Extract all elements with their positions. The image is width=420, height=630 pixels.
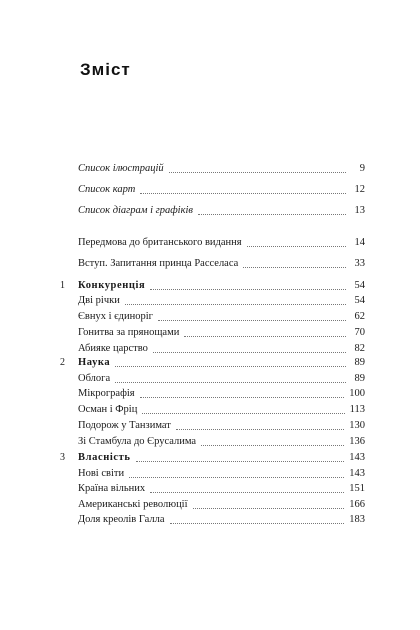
toc-entry-chapter[interactable] [60, 403, 365, 417]
leader-dots [176, 429, 344, 430]
toc-entry-introduction[interactable] [60, 257, 365, 271]
entry-label: Осман і Фріц [78, 404, 138, 415]
leader-dots [140, 397, 345, 398]
entry-page: 100 [349, 388, 365, 399]
leader-dots [243, 267, 346, 268]
part-title: Наука [78, 357, 111, 368]
part-title: Конкуренція [78, 280, 146, 291]
leader-dots [129, 477, 344, 478]
part-title: Власність [78, 452, 131, 463]
toc-entry-chapter[interactable] [60, 482, 365, 496]
toc-entry-chapter[interactable] [60, 387, 365, 401]
entry-page: 143 [349, 468, 365, 479]
entry-label: Подорож у Танзимат [78, 420, 171, 431]
toc-entry-chapter[interactable] [60, 513, 365, 527]
entry-page: 82 [354, 343, 365, 354]
leader-dots [115, 366, 346, 367]
leader-dots [184, 336, 346, 337]
toc-entry-chapter[interactable] [60, 467, 365, 481]
toc-entry-chapter[interactable] [60, 498, 365, 512]
entry-label: Абияке царство [78, 343, 148, 354]
leader-dots [142, 413, 344, 414]
entry-label: Дві річки [78, 295, 120, 306]
entry-page: 130 [349, 420, 365, 431]
toc-part-1[interactable] [60, 279, 365, 293]
entry-label: Список карт [78, 184, 136, 195]
entry-label: Список ілюстрацій [78, 163, 164, 174]
entry-label: Мікрографія [78, 388, 135, 399]
toc-entry-chapter[interactable] [60, 310, 365, 324]
toc-part-2[interactable] [60, 356, 365, 370]
entry-page: 33 [354, 258, 365, 269]
leader-dots [115, 382, 346, 383]
entry-label: Облога [78, 373, 111, 384]
leader-dots [247, 246, 346, 247]
entry-page: 89 [354, 373, 365, 384]
toc-entry-chapter[interactable] [60, 372, 365, 386]
toc-entry-preface[interactable] [60, 236, 365, 250]
entry-page: 62 [354, 311, 365, 322]
entry-page: 54 [354, 280, 365, 291]
entry-page: 183 [349, 514, 365, 525]
leader-dots [150, 492, 344, 493]
entry-label: Євнух і єдиноріг [78, 311, 153, 322]
toc-entry-chapter[interactable] [60, 435, 365, 449]
leader-dots [125, 304, 346, 305]
entry-label: Країна вільних [78, 483, 146, 494]
leader-dots [193, 508, 345, 509]
leader-dots [140, 193, 346, 194]
entry-page: 70 [354, 327, 365, 338]
part-number: 2 [60, 357, 65, 368]
toc-entry-list-of-illustrations[interactable] [60, 162, 365, 176]
entry-label: Вступ. Запитання принца Расселаса [78, 258, 239, 269]
entry-page: 151 [349, 483, 365, 494]
page-title: Зміст [80, 60, 131, 79]
part-number: 3 [60, 452, 65, 463]
entry-label: Доля креолів Галла [78, 514, 165, 525]
entry-page: 54 [354, 295, 365, 306]
leader-dots [170, 523, 345, 524]
toc-entry-list-of-charts[interactable] [60, 204, 365, 218]
leader-dots [198, 214, 346, 215]
leader-dots [169, 172, 346, 173]
leader-dots [153, 352, 346, 353]
leader-dots [150, 289, 346, 290]
toc-entry-list-of-maps[interactable] [60, 183, 365, 197]
entry-page: 166 [349, 499, 365, 510]
entry-page: 89 [354, 357, 365, 368]
toc-entry-chapter[interactable] [60, 419, 365, 433]
toc-entry-chapter[interactable] [60, 326, 365, 340]
entry-page: 143 [349, 452, 365, 463]
entry-label: Список діаграм і графіків [78, 205, 193, 216]
entry-page: 136 [349, 436, 365, 447]
leader-dots [201, 445, 344, 446]
entry-page: 12 [354, 184, 365, 195]
toc-entry-chapter[interactable] [60, 342, 365, 356]
leader-dots [136, 461, 345, 462]
entry-page: 14 [354, 237, 365, 248]
entry-label: Американські революції [78, 499, 188, 510]
entry-page: 9 [359, 163, 365, 174]
toc-entry-chapter[interactable] [60, 294, 365, 308]
toc-part-3[interactable] [60, 451, 365, 465]
entry-page: 13 [354, 205, 365, 216]
entry-page: 113 [349, 404, 365, 415]
entry-label: Зі Стамбула до Єрусалима [78, 436, 197, 447]
leader-dots [158, 320, 346, 321]
part-number: 1 [60, 280, 65, 291]
entry-label: Передмова до британського видання [78, 237, 242, 248]
entry-label: Гонитва за прянощами [78, 327, 180, 338]
entry-label: Нові світи [78, 468, 125, 479]
